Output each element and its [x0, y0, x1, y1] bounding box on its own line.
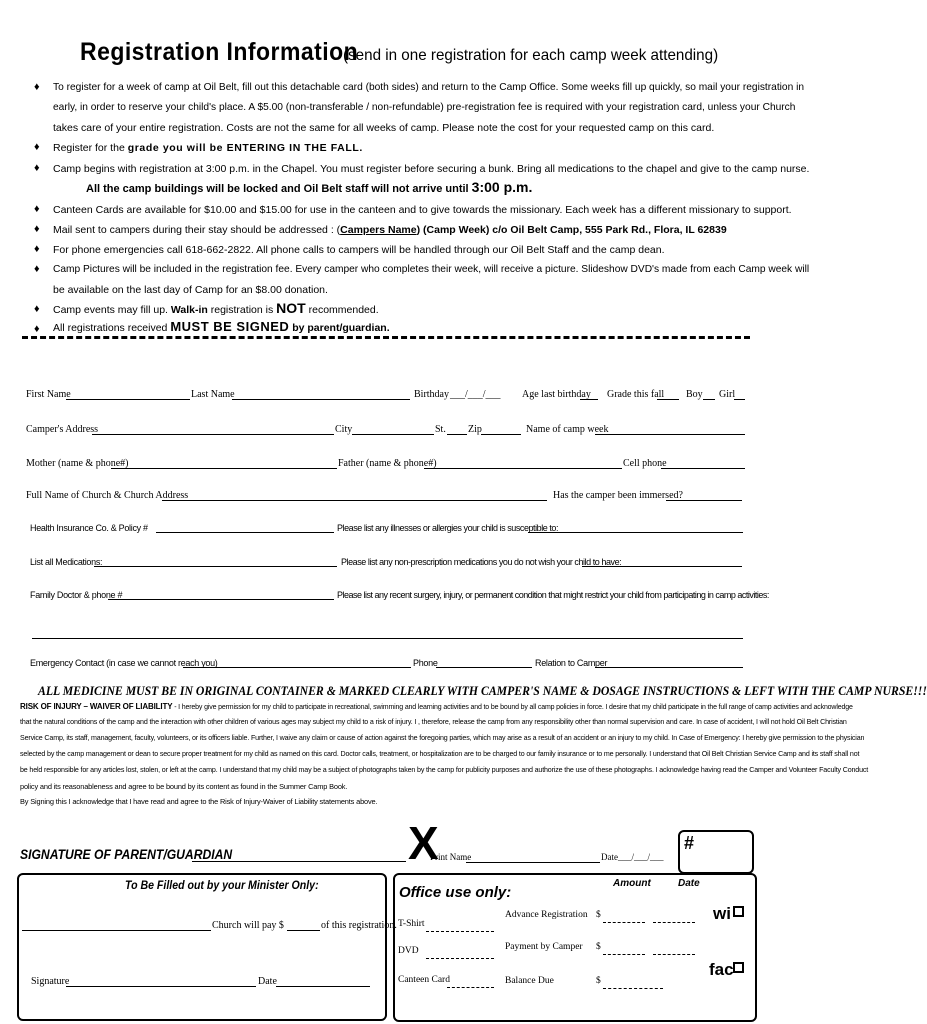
minister-signature-field[interactable] — [66, 976, 256, 987]
cell-label: Cell phone — [623, 458, 667, 469]
age-label: Age last birthday — [522, 389, 591, 400]
bullet-4: Canteen Cards are available for $10.00 and $15.00 for use in the canteen and to give towards the missionary. Each week has a different missionary to support. — [53, 204, 792, 216]
zip-label: Zip — [468, 424, 482, 435]
city-field[interactable] — [352, 424, 434, 435]
bullet-8-walkin: Walk-in — [170, 304, 208, 316]
waiver-line-4: selected by the camp management or dean to secure proper treatment for my child as named on this card. Doctor calls, treatment, or hospitalization are to be charged to our family insurance or to me personally. I understand that Oil Belt Christian Service Camp and its staff shall not — [20, 750, 860, 758]
bullet-2-text: Register for the — [53, 142, 128, 154]
medications-label: List all Medications: — [30, 557, 103, 567]
girl-label: Girl — [719, 389, 736, 400]
bullet-icon: ♦ — [34, 323, 40, 335]
church-label: Full Name of Church & Church Address — [26, 490, 189, 501]
bullet-8 — [53, 301, 379, 317]
nonprescription-label: Please list any non-prescription medications you do not wish your child to have: — [341, 557, 622, 567]
bullet-3-note-text: All the camp buildings will be locked and Oil Belt staff will not arrive until — [86, 183, 472, 195]
emergency-field[interactable] — [183, 657, 411, 668]
relation-field[interactable] — [595, 657, 743, 668]
insurance-label: Health Insurance Co. & Policy # — [30, 523, 148, 533]
payment-label: Payment by Camper — [505, 942, 583, 952]
state-field[interactable] — [447, 424, 467, 435]
city-label: City — [335, 424, 353, 435]
church-pay-amount-field[interactable] — [287, 920, 320, 931]
signature-label: SIGNATURE OF PARENT/GUARDIAN — [20, 847, 233, 862]
nonprescription-field[interactable] — [582, 556, 742, 567]
bullet-5 — [53, 223, 727, 237]
minister-date-label: Date — [258, 976, 277, 987]
balance-amount-field[interactable] — [603, 978, 663, 989]
print-name-label: Print Name — [430, 852, 472, 862]
bullet-icon: ♦ — [34, 223, 40, 235]
of-registration-label: of this registration. — [321, 920, 397, 931]
address-field[interactable] — [92, 424, 334, 435]
date-header: Date — [678, 878, 700, 889]
bullet-2 — [53, 141, 363, 155]
bullet-8-text-2: registration is — [207, 304, 277, 316]
bullet-1-line-1: To register for a week of camp at Oil Belt, fill out this detachable card (both sides) and return to the Camp Office. Some weeks fill up quickly, so mail your registration in — [53, 82, 805, 93]
wi-checkbox[interactable] — [733, 906, 744, 917]
bullet-5-text: Mail sent to campers during their stay should be addressed : ( — [53, 224, 341, 236]
hash-icon: # — [684, 833, 695, 853]
doctor-field[interactable] — [108, 589, 334, 600]
doctor-label: Family Doctor & phone # — [30, 590, 123, 600]
bullet-1-line-3: takes care of your entire registration. Costs are not the same for all weeks of camp. Please note the cost for your requested camp on this card. — [53, 122, 715, 134]
bullet-5-campers-name: Campers Name — [340, 224, 417, 236]
camp-week-label: Name of camp week — [526, 424, 609, 435]
date-label: Date — [601, 852, 618, 862]
church-field[interactable] — [162, 490, 547, 501]
page-subtitle: (send in one registration for each camp week attending) — [343, 47, 719, 64]
immersed-field[interactable] — [666, 490, 742, 501]
surgery-field[interactable] — [32, 628, 743, 639]
bullet-8-not: NOT — [276, 300, 306, 316]
minister-date-field[interactable] — [276, 976, 370, 987]
cut-line — [22, 336, 750, 339]
bullet-8-text-3: recommended. — [305, 304, 379, 316]
first-name-field[interactable] — [66, 389, 190, 400]
balance-label: Balance Due — [505, 976, 554, 986]
waiver-line-1 — [20, 700, 853, 715]
canteen-field[interactable] — [447, 977, 494, 988]
surgery-label: Please list any recent surgery, injury, or permanent condition that might restrict your child from participating in camp activities: — [337, 590, 769, 600]
age-field[interactable] — [580, 389, 598, 400]
address-label: Camper's Address — [26, 424, 99, 435]
bullet-9-must: MUST BE SIGNED — [170, 319, 290, 334]
bullet-8-text: Camp events may fill up. — [53, 304, 171, 316]
immersed-label: Has the camper been immersed? — [553, 490, 683, 501]
advance-dollar: $ — [596, 910, 601, 920]
bullet-icon: ♦ — [34, 162, 40, 174]
bullet-5-address: ) (Camp Week) c/o Oil Belt Camp, 555 Park Rd., Flora, IL 62839 — [416, 224, 727, 236]
page-title: Registration Information — [80, 38, 359, 66]
bullet-1-line-2: early, in order to reserve your child's place. A $5.00 (non-transferable / non-refundable) pre-registration fee is required with your registration card, unless your Church — [53, 102, 796, 113]
dvd-label: DVD — [398, 946, 419, 956]
fac-checkbox[interactable] — [733, 962, 744, 973]
bullet-9 — [53, 320, 390, 335]
minister-title: To Be Filled out by your Minister Only: — [125, 880, 319, 892]
insurance-field[interactable] — [156, 522, 334, 533]
mother-field[interactable] — [111, 458, 337, 469]
advance-amount-field[interactable] — [603, 912, 645, 923]
father-field[interactable] — [424, 458, 622, 469]
boy-label: Boy — [686, 389, 703, 400]
first-name-label: First Name — [26, 389, 71, 400]
print-name-field[interactable] — [466, 852, 600, 863]
bullet-3-note-time: 3:00 p.m. — [471, 179, 533, 195]
waiver-line-7: By Signing this I acknowledge that I have read and agree to the Risk of Injury-Waiver of Liability statements above. — [20, 797, 378, 806]
state-label: St. — [435, 424, 446, 435]
signature-field[interactable] — [192, 851, 406, 862]
tshirt-label: T-Shirt — [398, 919, 425, 929]
bullet-icon: ♦ — [34, 81, 40, 93]
father-label: Father (name & phone#) — [338, 458, 437, 469]
waiver-line-5: be held responsible for any articles lost, stolen, or left at the camp. I understand that my child may be a subject of photographs taken by the camp for publicity purposes and authorize the use of these photographs. I acknowledge having read the Camper and Volunteer Faculty Conduct — [20, 766, 869, 774]
church-pay-label: Church will pay $ — [212, 920, 284, 931]
cell-field[interactable] — [661, 458, 745, 469]
fac-label: fac — [709, 960, 734, 979]
bullet-3-note — [86, 180, 532, 196]
wi-label: wi — [713, 904, 731, 923]
tshirt-field[interactable] — [426, 921, 494, 932]
sign-here-mark: X — [408, 817, 439, 869]
bullet-icon: ♦ — [34, 203, 40, 215]
medicine-note: ALL MEDICINE MUST BE IN ORIGINAL CONTAINER & MARKED CLEARLY WITH CAMPER'S NAME & DOSAGE INSTRUCTIONS & LEFT WITH THE CAMP NURSE!!! — [38, 684, 927, 698]
waiver-heading: RISK OF INJURY – WAIVER OF LIABILITY — [20, 702, 173, 711]
bullet-3: Camp begins with registration at 3:00 p.m. in the Chapel. You must register before securing a bunk. Bring all medications to the chapel and give to the camp nurse. — [53, 163, 810, 175]
grade-field[interactable] — [657, 389, 679, 400]
zip-field[interactable] — [481, 424, 521, 435]
birthday-field[interactable]: ___/___/___ — [450, 389, 501, 400]
date-field[interactable]: ___/___/___ — [618, 852, 664, 862]
bullet-9-text: All registrations received — [53, 322, 171, 334]
last-name-label: Last Name — [191, 389, 235, 400]
office-title: Office use only: — [399, 884, 512, 901]
advance-date-field[interactable] — [653, 912, 695, 923]
phone-field[interactable] — [436, 657, 532, 668]
dvd-field[interactable] — [426, 948, 494, 959]
illnesses-label: Please list any illnesses or allergies your child is susceptible to: — [337, 523, 559, 533]
canteen-label: Canteen Card — [398, 975, 450, 985]
amount-header: Amount — [613, 878, 651, 889]
payment-amount-field[interactable] — [603, 944, 645, 955]
bullet-icon: ♦ — [34, 263, 40, 275]
relation-label: Relation to Camper — [535, 658, 608, 668]
grade-label: Grade this fall — [607, 389, 665, 400]
bullet-9-guardian: by parent/guardian. — [289, 322, 390, 334]
minister-box — [17, 873, 387, 1021]
birthday-label: Birthday — [414, 389, 449, 400]
minister-signature-label: Signature — [31, 976, 70, 987]
waiver-line-3: Service Camp, its staff, management, faculty, volunteers, or its officers liable. Further, I waive any claim or cause of action against the foregoing parties, which may arise as a result of an accident or an injury to my child. In Case of Emergency: I hereby give permission to the physician — [20, 734, 865, 742]
bullet-7-line-1: Camp Pictures will be included in the registration fee. Every camper who completes their week, will receive a picture. Slideshow DVD's made from each Camp week will — [53, 264, 810, 275]
waiver-text-1: - I hereby give permission for my child to participate in recreational, swimming and learning activities and to be bound by all camp policies in force. I desire that my child participate in the full range of camp activities and acknowledge — [172, 704, 853, 711]
last-name-field[interactable] — [232, 389, 410, 400]
medications-field[interactable] — [94, 556, 337, 567]
bullet-6: For phone emergencies call 618-662-2822. All phone calls to campers will be handled through our Oil Belt Staff and the camp dean. — [53, 244, 665, 256]
payment-date-field[interactable] — [653, 944, 695, 955]
bullet-icon: ♦ — [34, 303, 40, 315]
bullet-icon: ♦ — [34, 243, 40, 255]
bullet-2-emphasis: grade you will be ENTERING IN THE FALL. — [127, 142, 363, 154]
bullet-7-line-2: be available on the last day of Camp for an $8.00 donation. — [53, 284, 328, 296]
waiver-line-6: policy and its reasonableness and agree to be bound by its content as found in the Summer Camp Book. — [20, 782, 348, 791]
payment-dollar: $ — [596, 942, 601, 952]
waiver-line-2: that the natural conditions of the camp and the interaction with other children of various ages may subject my child to a risk of injury. I , therefore, release the camp from any responsibility other than normal supervision and care. In case of accident, I will not hold Oil Belt Christian — [20, 718, 847, 726]
mother-label: Mother (name & phone#) — [26, 458, 129, 469]
illnesses-field[interactable] — [528, 522, 743, 533]
phone-label: Phone — [413, 658, 438, 668]
emergency-label: Emergency Contact (in case we cannot reach you) — [30, 658, 218, 668]
balance-dollar: $ — [596, 976, 601, 986]
boy-field[interactable] — [703, 389, 715, 400]
advance-label: Advance Registration — [505, 910, 588, 920]
bullet-icon: ♦ — [34, 141, 40, 153]
church-pay-church-field[interactable] — [22, 920, 211, 931]
camp-week-field[interactable] — [595, 424, 745, 435]
girl-field[interactable] — [734, 389, 745, 400]
